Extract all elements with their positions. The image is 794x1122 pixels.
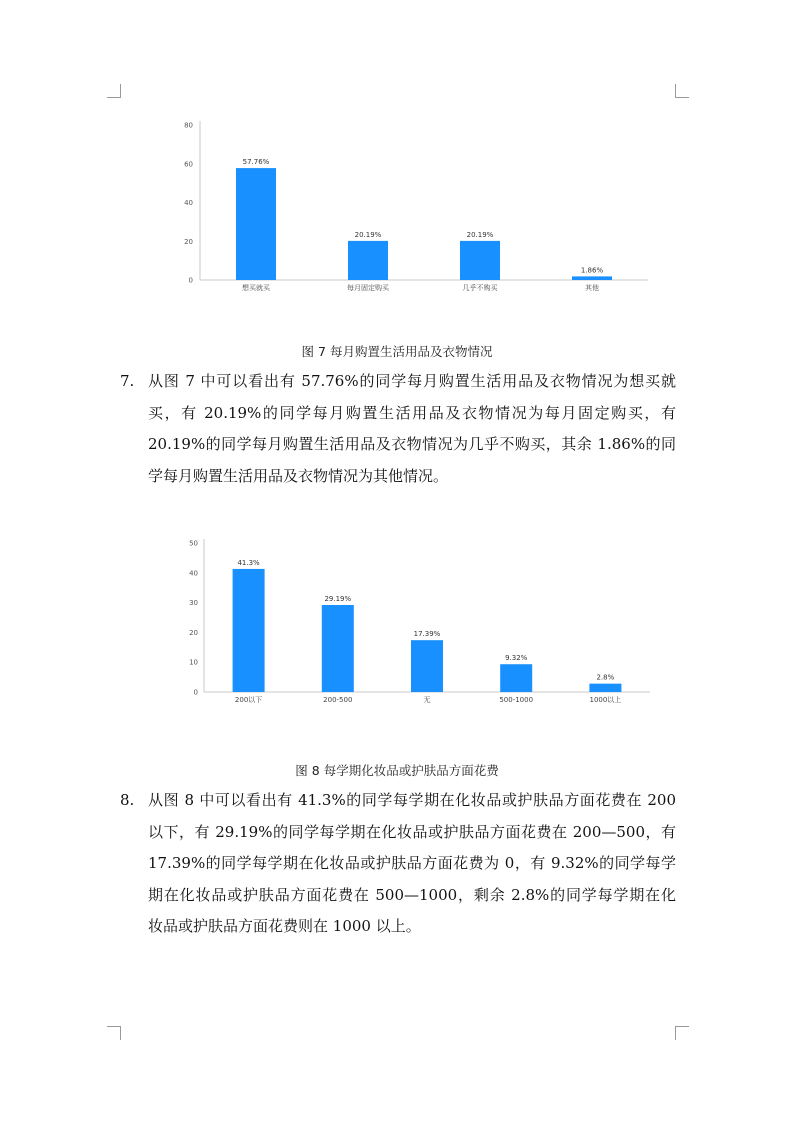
figure-8-data-label: 9.32%	[505, 654, 528, 663]
figure-8-y-tick-label: 0	[193, 688, 198, 697]
figure-7-caption: 图 7 每月购置生活用品及衣物情况	[301, 344, 493, 359]
page-corner-mark-top-right	[675, 84, 689, 98]
figure-7-y-tick-label: 60	[184, 160, 193, 169]
figure-7-bar	[572, 276, 612, 280]
figure-8-category-label: 1000以上	[589, 696, 622, 704]
figure-8-bar-chart	[180, 535, 660, 715]
figure-8-y-tick-label: 40	[189, 569, 198, 578]
figure-7-bar	[236, 168, 276, 280]
paragraph-8-line: 17.39%的同学每学期在化妆品或护肤品方面花费为 0，有 9.32%的同学每学	[148, 854, 676, 872]
paragraph-7-number: 7.	[120, 372, 135, 390]
paragraph-7-line: 20.19%的同学每月购置生活用品及衣物情况为几乎不购买，其余 1.86%的同	[148, 435, 676, 453]
page-corner-mark-top-left	[107, 84, 121, 98]
figure-7-data-label: 20.19%	[466, 230, 494, 239]
figure-7-y-tick-label: 80	[184, 121, 193, 130]
figure-8-category-label: 200以下	[234, 696, 263, 704]
figure-8-caption: 图 8 每学期化妆品或护肤品方面花费	[295, 763, 499, 778]
figure-8-category-label: 500-1000	[499, 696, 534, 704]
page-corner-mark-bottom-right	[675, 1026, 689, 1040]
figure-8-bar	[500, 664, 532, 692]
page-corner-mark-bottom-left	[107, 1026, 121, 1040]
figure-7-y-tick-label: 20	[184, 237, 193, 246]
figure-7-data-label: 1.86%	[580, 266, 604, 275]
figure-8-data-label: 17.39%	[413, 630, 441, 639]
paragraph-7-line: 学每月购置生活用品及衣物情况为其他情况。	[148, 466, 449, 485]
figure-7-category-label: 其他	[585, 284, 599, 292]
figure-7-bar-chart	[160, 115, 660, 300]
figure-7-bar	[460, 241, 500, 280]
figure-8-y-tick-label: 30	[189, 599, 198, 608]
figure-7-data-label: 57.76%	[242, 158, 270, 167]
figure-8-y-tick-label: 20	[189, 628, 198, 637]
figure-7-y-tick-label: 0	[188, 276, 193, 285]
paragraph-8-line: 以下，有 29.19%的同学每学期在化妆品或护肤品方面花费在 200—500，有	[148, 822, 676, 841]
figure-7-category-label: 每月固定购买	[347, 284, 389, 292]
figure-7-bar	[348, 241, 388, 280]
paragraph-7	[0, 366, 794, 496]
figure-7-category-label: 几乎不购买	[462, 284, 498, 292]
paragraph-8-line: 妆品或护肤品方面花费则在 1000 以上。	[148, 917, 421, 935]
paragraph-7-line: 从图 7 中可以看出有 57.76%的同学每月购置生活用品及衣物情况为想买就	[148, 372, 676, 390]
figure-8-bar	[589, 684, 621, 692]
paragraph-7-line: 买，有 20.19%的同学每月购置生活用品及衣物情况为每月固定购买，有	[148, 403, 676, 422]
paragraph-8-number: 8.	[120, 791, 135, 809]
figure-8-bar	[233, 569, 265, 692]
paragraph-8-line: 期在化妆品或护肤品方面花费在 500—1000，剩余 2.8%的同学每学期在化	[148, 885, 676, 904]
figure-7-y-tick-label: 40	[184, 199, 193, 207]
figure-7-data-label: 20.19%	[354, 230, 382, 239]
figure-8-data-label: 29.19%	[324, 595, 352, 604]
figure-8-data-label: 41.3%	[237, 558, 260, 567]
figure-8-category-label: 200-500	[323, 696, 353, 704]
paragraph-8	[0, 785, 794, 945]
figure-7-category-label: 想买就买	[242, 284, 270, 292]
figure-8-y-tick-label: 10	[189, 658, 198, 667]
figure-8-bar	[411, 640, 443, 692]
figure-8-y-tick-label: 50	[189, 539, 198, 548]
figure-8-category-label: 无	[423, 696, 431, 704]
figure-8-data-label: 2.8%	[596, 673, 615, 682]
paragraph-8-line: 从图 8 中可以看出有 41.3%的同学每学期在化妆品或护肤品方面花费在 200	[148, 791, 676, 809]
figure-8-bar	[322, 605, 354, 692]
